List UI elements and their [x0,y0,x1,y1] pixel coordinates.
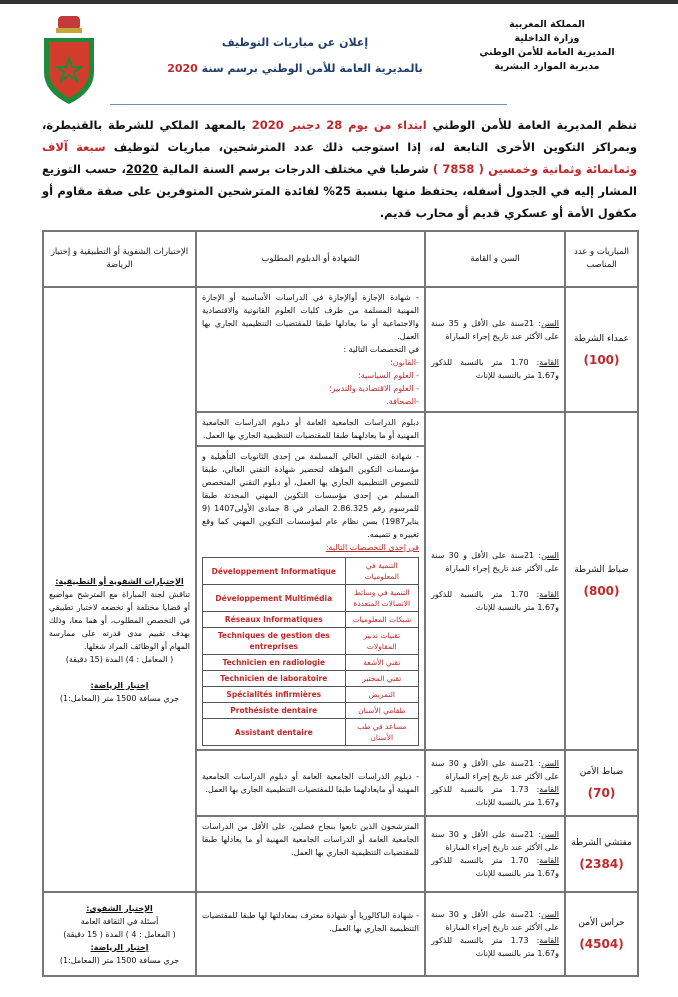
age-value: : 21سنة على الأقل و 30 سنة على الأكثر عند تاريخ إجراء المباراة [431,550,559,573]
top-bar [0,0,678,4]
post-count: (2384) [579,857,624,871]
age-label: السن [541,319,559,328]
post-cell [565,750,638,816]
specialty-fr: Technicien en radiologie [203,655,346,671]
org-line: مديرية الموارد البشرية [494,61,600,72]
table-header-row [43,231,638,287]
header-post: المباريات و عدد المناصب [565,231,638,287]
specialty-row [203,612,419,628]
specialty-ar: تقني الأشعة [345,655,418,671]
post-count: (100) [583,352,620,367]
document-body [42,114,637,997]
specialty-fr: Technicien de laboratoire [203,671,346,687]
specialty-fr: Développement Informatique [203,558,346,585]
org-line: وزارة الداخلية [514,33,580,44]
oral-exam-coefficient: ( المعامل : 4) المدة (15 دقيقة) [65,654,174,664]
specialty-fr: Assistant dentaire [203,719,346,746]
intro-text: شرطيا في مختلف الدرجات برسم السنة المالية [157,162,433,176]
height-label: القامة [539,856,559,865]
age-label: السن [541,910,559,919]
age-value: : 21سنة على الأقل و 30 سنة على الأكثر عند تاريخ إجراء المباراة [431,830,559,852]
table-row [43,892,638,976]
age-height-cell [425,412,565,750]
post-count: (800) [583,584,620,598]
age-height-cell [425,816,565,892]
post-cell [565,287,638,412]
specialty-ar: التنمية في وسائط الاتصالات المتعددة [345,585,418,612]
title-divider [110,104,507,105]
diploma-text: - شهادة التقني العالي المسلمة من إحدى الثانويات التأهيلية و مؤسسات التكوين المؤهلة لتحضير شهادة التقني العالي، طبقا للنصوص التنظيمية الجاري بها العمل، أو دبلوم التقني المتخصص المسلم من إحدى مؤسسات التكوين المهني المحدثة طبقا للمرسوم رقم 2.86.325 الصادر في 8 جمادى الأولى1407 (9 يناير1987) بسن نظام عام لمؤسسات التكوين المهني كما وقع تغييره و تتميمه. [202,452,419,539]
post-name: مفتشي الشرطة [571,838,632,848]
intro-date: ابتداء من يوم 28 دجنبر 2020 [251,118,427,132]
oral-exam-title: الإختبار الشفوي: [86,903,153,913]
diploma-cell: دبلوم الدراسات الجامعية العامة أو دبلوم الدراسات الجامعية المهنية أو ما يعادلهما طبقا للمقتضيات التنظيمية الجاري بها العمل. [196,412,425,446]
height-value: : 1.73 متر بالنسبة للذكور و1.67 متر بالنسبة للإناث [431,785,559,807]
diploma-cell [196,446,425,750]
national-security-emblem-logo [40,14,98,106]
post-cell [565,892,638,976]
specialty-ar: شبكات المعلوميات [345,612,418,628]
sport-exam-text: جري مسافة 1500 متر (المعامل:1) [59,693,180,703]
diploma-cell: - دبلوم الدراسات الجامعية العامة أو دبلوم الدراسات الجامعية المهنية أو مايعادلهما طبقا للمقتضيات التنظيمية الجاري بها العمل. [196,750,425,816]
exams-cell [43,892,196,976]
organization-header [472,18,622,74]
post-name: عمداء الشرطة [573,333,630,344]
org-line: المديرية العامة للأمن الوطني [479,47,615,58]
age-value: : 21سنة على الأقل و 35 سنة على الأكثر عند تاريخ إجراء المباراة [431,319,559,341]
title-line-2 [130,56,460,82]
title-year: 2020 [167,62,198,75]
specialty-ar: تقني المختبر [345,671,418,687]
post-name: حراس الأمن [578,918,625,928]
document-title [130,30,460,82]
header-age-height: السن و القامة [425,231,565,287]
sport-exam-title: إختبار الرياضة: [90,680,149,690]
header-exams: الإختبارات الشفوية أو التطبيقية و إختبار الرياضة [43,231,196,287]
sport-exam-text: جري مسافة 1500 متر (المعامل:1) [59,955,180,965]
height-value: : 1.70 متر بالنسبة للذكور و1.67 متر بالنسبة للإناث [431,856,559,878]
intro-paragraph [42,114,637,224]
post-cell [565,816,638,892]
org-line: المملكة المغربية [509,19,585,30]
specialties-table [202,557,419,746]
age-label: السن [541,759,559,768]
post-name: ضباط الأمن [579,767,624,777]
post-count: (70) [587,786,616,800]
specialty-fr: Développement Multimédia [203,585,346,612]
post-count: (4504) [579,937,624,951]
height-value: : 1.73 متر بالنسبة للذكور و1.67 متر بالنسبة للإناث [431,936,559,958]
height-label: القامة [539,358,559,367]
specialty-ar: التمريض [345,687,418,703]
oral-exam-coefficient: ( المعامل : 4 ) المدة ( 15 دقيقة) [63,929,176,939]
title-text: بالمديرية العامة للأمن الوطني برسم سنة [201,62,423,75]
specialty-item: - العلوم السياسية؛ [358,371,419,380]
age-height-cell [425,892,565,976]
specialty-item: -الصحافة. [386,397,419,406]
oral-exam-title: الإختبارات الشفوية أو التطبيقية: [55,576,184,586]
diploma-cell [196,287,425,412]
table-row [43,287,638,412]
diploma-cell: المترشحون الذين تابعوا بنجاح فصلين، على الأقل من الدراسات الجامعية العامة أو الدراسات الجامعية المهنية أو ما يعادلها طبقا للمقتضيات التنظيمية الجاري بها العمل. [196,816,425,892]
specialty-ar: طقامي الأسنان [345,703,418,719]
specialty-ar: التنمية في المعلوميات [345,558,418,585]
specialty-fr: Prothésiste dentaire [203,703,346,719]
post-cell [565,412,638,750]
specialty-row [203,628,419,655]
height-value: : 1.70 متر بالنسبة للذكور و1.67 متر بالنسبة للإناث [431,358,559,380]
age-value: : 21سنة على الأقل و 30 سنة على الأكثر عند تاريخ إجراء المباراة [431,759,559,781]
post-name: ضباط الشرطة [574,565,629,575]
intro-year: 2020 [125,162,158,176]
oral-exam-text: أسئلة في الثقافة العامة [80,916,159,926]
diploma-cell: - شهادة الباكالوريا أو شهادة معترف بمعادلتها لها طبقا للمقتضيات التنظيمية الجاري بها العمل. [196,892,425,976]
height-label: القامة [539,589,559,599]
specialty-row [203,655,419,671]
height-label: القامة [539,936,559,945]
specialty-fr: Spécialités infirmières [203,687,346,703]
intro-text: تنظم المديرية العامة للأمن الوطني [426,118,637,132]
specialty-row [203,671,419,687]
specialty-row [203,585,419,612]
age-label: السن [541,830,559,839]
specialty-item: - العلوم الاقتصادية والتدبير؛ [329,384,419,393]
header-diploma: الشهادة أو الدبلوم المطلوب [196,231,425,287]
specialty-item: -القانون؛ [390,358,419,367]
specialty-ar: تقنيات تدبير المقاولات [345,628,418,655]
exams-cell [43,287,196,892]
oral-exam-text: تناقش لجنة المباراة مع المترشح مواضيع أو قضايا مختلفة أو تخضعه لاختبار تطبيقي في التخصص المطلوب، أو هما معا، وذلك بهدف تقييم مدى قدرته على ممارسة المهام أو الوظائف المراد شغلها. [49,589,190,651]
specialty-row [203,558,419,585]
sport-exam-title: إختبار الرياضة: [90,942,149,952]
age-label: السن [541,550,559,560]
specialty-row [203,719,419,746]
specialties-intro: في إحدى التخصصات التالية: [325,543,419,552]
specialty-row [203,703,419,719]
intro-text: ، حسب التوزيع المشار إليه في الجدول أسفله، يحتفظ منها بنسبة 25% لفائدة المترشحين المتوفرين على صفة مقاوم أو مكفول الأمة أو عسكري قديم أو محارب قديم. [42,162,637,220]
diploma-intro: في التخصصات التالية : [343,345,419,354]
age-height-cell [425,750,565,816]
specialty-fr: Techniques de gestion des entreprises [203,628,346,655]
height-label: القامة [539,785,559,794]
age-value: : 21سنة على الأقل و 30 سنة على الأكثر عند تاريخ إجراء المباراة [431,910,559,932]
age-height-cell [425,287,565,412]
intro-text: بالمعهد الملكي للشرطة بالقنيطرة، وبمراكز التكوين الأخرى التابعة له، إذا استوجب ذلك عدد المترشحين، مباريات لتوظيف [42,118,637,154]
specialty-ar: مساعد في طب الأسنان [345,719,418,746]
height-value: : 1.70 متر بالنسبة للذكور و1.67 متر بالنسبة للإناث [431,589,559,612]
intro-total-posts: سبعة آلاف وثمانمائة وثمانية وخمسين ( 7858 ) [42,140,637,176]
recruitment-table [42,230,639,977]
title-line-1: إعلان عن مباريات التوظيف [221,36,369,49]
diploma-text: - شهادة الإجازة أوالإجازة في الدراسات الأساسية أو الإجازة المهنية المسلمة من طرف كليات العلوم القانونية والاقتصادية والاجتماعية أو ما يعادلها طبقا للمقتضيات التنظيمية الجاري بها العمل. [202,293,419,341]
specialty-fr: Réseaux Informatiques [203,612,346,628]
specialty-row [203,687,419,703]
